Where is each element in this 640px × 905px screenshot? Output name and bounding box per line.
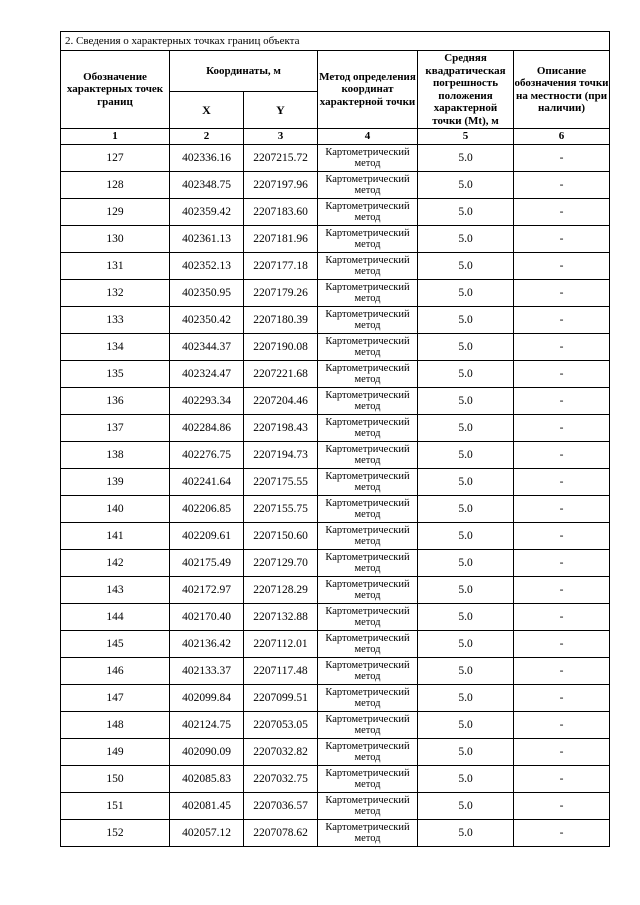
method-cell: Картометрический метод — [318, 199, 418, 226]
coord-y-cell: 2207129.70 — [244, 550, 318, 577]
method-cell: Картометрический метод — [318, 712, 418, 739]
method-cell: Картометрический метод — [318, 739, 418, 766]
table-row — [61, 388, 610, 415]
point-id-cell: 135 — [61, 361, 170, 388]
error-cell: 5.0 — [418, 766, 514, 793]
point-id-cell: 150 — [61, 766, 170, 793]
point-id-cell: 133 — [61, 307, 170, 334]
coord-y-cell: 2207183.60 — [244, 199, 318, 226]
coord-x-cell: 402348.75 — [170, 172, 244, 199]
coord-y-cell: 2207150.60 — [244, 523, 318, 550]
coord-y-cell: 2207112.01 — [244, 631, 318, 658]
coord-x-cell: 402209.61 — [170, 523, 244, 550]
coord-x-cell: 402057.12 — [170, 820, 244, 847]
table-row — [61, 496, 610, 523]
coord-x-cell: 402136.42 — [170, 631, 244, 658]
column-number-row — [61, 129, 610, 145]
table-row — [61, 631, 610, 658]
coord-y-cell: 2207032.82 — [244, 739, 318, 766]
point-id-cell: 149 — [61, 739, 170, 766]
error-cell: 5.0 — [418, 442, 514, 469]
table-row — [61, 469, 610, 496]
method-cell: Картометрический метод — [318, 550, 418, 577]
boundary-points-table — [60, 31, 610, 847]
description-cell: - — [514, 523, 610, 550]
column-number: 4 — [318, 129, 418, 145]
error-cell: 5.0 — [418, 280, 514, 307]
error-cell: 5.0 — [418, 253, 514, 280]
description-cell: - — [514, 199, 610, 226]
description-cell: - — [514, 766, 610, 793]
coord-x-cell: 402172.97 — [170, 577, 244, 604]
description-cell: - — [514, 469, 610, 496]
error-cell: 5.0 — [418, 226, 514, 253]
point-id-cell: 144 — [61, 604, 170, 631]
coord-y-cell: 2207036.57 — [244, 793, 318, 820]
coord-y-cell: 2207194.73 — [244, 442, 318, 469]
header-method: Метод определения координат характерной точки — [318, 51, 418, 129]
point-id-cell: 145 — [61, 631, 170, 658]
table-row — [61, 766, 610, 793]
method-cell: Картометрический метод — [318, 334, 418, 361]
header-description: Описание обозначения точки на местности (при наличии) — [514, 51, 610, 129]
table-row — [61, 253, 610, 280]
error-cell: 5.0 — [418, 361, 514, 388]
column-number: 2 — [170, 129, 244, 145]
header-coordinates: Координаты, м — [170, 51, 318, 92]
description-cell: - — [514, 550, 610, 577]
method-cell: Картометрический метод — [318, 496, 418, 523]
description-cell: - — [514, 577, 610, 604]
coord-x-cell: 402361.13 — [170, 226, 244, 253]
table-row — [61, 361, 610, 388]
point-id-cell: 146 — [61, 658, 170, 685]
coord-x-cell: 402241.64 — [170, 469, 244, 496]
description-cell: - — [514, 361, 610, 388]
coord-y-cell: 2207032.75 — [244, 766, 318, 793]
coord-y-cell: 2207221.68 — [244, 361, 318, 388]
method-cell: Картометрический метод — [318, 685, 418, 712]
error-cell: 5.0 — [418, 685, 514, 712]
table-row — [61, 334, 610, 361]
point-id-cell: 140 — [61, 496, 170, 523]
coord-x-cell: 402206.85 — [170, 496, 244, 523]
error-cell: 5.0 — [418, 388, 514, 415]
coord-y-cell: 2207132.88 — [244, 604, 318, 631]
method-cell: Картометрический метод — [318, 658, 418, 685]
method-cell: Картометрический метод — [318, 388, 418, 415]
point-id-cell: 143 — [61, 577, 170, 604]
column-number: 6 — [514, 129, 610, 145]
error-cell: 5.0 — [418, 712, 514, 739]
coord-x-cell: 402350.42 — [170, 307, 244, 334]
coord-x-cell: 402350.95 — [170, 280, 244, 307]
coord-y-cell: 2207190.08 — [244, 334, 318, 361]
error-cell: 5.0 — [418, 307, 514, 334]
coord-y-cell: 2207197.96 — [244, 172, 318, 199]
point-id-cell: 141 — [61, 523, 170, 550]
description-cell: - — [514, 496, 610, 523]
coord-y-cell: 2207204.46 — [244, 388, 318, 415]
method-cell: Картометрический метод — [318, 442, 418, 469]
error-cell: 5.0 — [418, 550, 514, 577]
coord-x-cell: 402175.49 — [170, 550, 244, 577]
description-cell: - — [514, 739, 610, 766]
point-id-cell: 131 — [61, 253, 170, 280]
coord-x-cell: 402293.34 — [170, 388, 244, 415]
error-cell: 5.0 — [418, 334, 514, 361]
error-cell: 5.0 — [418, 631, 514, 658]
error-cell: 5.0 — [418, 604, 514, 631]
point-id-cell: 137 — [61, 415, 170, 442]
description-cell: - — [514, 334, 610, 361]
table-row — [61, 550, 610, 577]
error-cell: 5.0 — [418, 415, 514, 442]
method-cell: Картометрический метод — [318, 523, 418, 550]
coord-x-cell: 402352.13 — [170, 253, 244, 280]
error-cell: 5.0 — [418, 172, 514, 199]
table-row — [61, 307, 610, 334]
coord-x-cell: 402085.83 — [170, 766, 244, 793]
point-id-cell: 127 — [61, 145, 170, 172]
coord-x-cell: 402081.45 — [170, 793, 244, 820]
method-cell: Картометрический метод — [318, 469, 418, 496]
error-cell: 5.0 — [418, 199, 514, 226]
error-cell: 5.0 — [418, 496, 514, 523]
section-title: 2. Сведения о характерных точках границ объекта — [61, 32, 610, 51]
point-id-cell: 132 — [61, 280, 170, 307]
coord-x-cell: 402090.09 — [170, 739, 244, 766]
description-cell: - — [514, 442, 610, 469]
description-cell: - — [514, 388, 610, 415]
error-cell: 5.0 — [418, 469, 514, 496]
error-cell: 5.0 — [418, 820, 514, 847]
coord-y-cell: 2207177.18 — [244, 253, 318, 280]
coord-x-cell: 402099.84 — [170, 685, 244, 712]
point-id-cell: 129 — [61, 199, 170, 226]
error-cell: 5.0 — [418, 523, 514, 550]
table-row — [61, 226, 610, 253]
table-row — [61, 712, 610, 739]
coord-y-cell: 2207179.26 — [244, 280, 318, 307]
method-cell: Картометрический метод — [318, 604, 418, 631]
coord-x-cell: 402359.42 — [170, 199, 244, 226]
coord-x-cell: 402344.37 — [170, 334, 244, 361]
table-row — [61, 604, 610, 631]
point-id-cell: 136 — [61, 388, 170, 415]
coord-y-cell: 2207181.96 — [244, 226, 318, 253]
coord-y-cell: 2207198.43 — [244, 415, 318, 442]
coord-x-cell: 402276.75 — [170, 442, 244, 469]
header-error: Средняя квадратическая погрешность положения характерной точки (Mt), м — [418, 51, 514, 129]
description-cell: - — [514, 226, 610, 253]
table-row — [61, 523, 610, 550]
table-row — [61, 199, 610, 226]
coord-y-cell: 2207180.39 — [244, 307, 318, 334]
description-cell: - — [514, 253, 610, 280]
point-id-cell: 147 — [61, 685, 170, 712]
description-cell: - — [514, 604, 610, 631]
method-cell: Картометрический метод — [318, 631, 418, 658]
point-id-cell: 134 — [61, 334, 170, 361]
table-row — [61, 280, 610, 307]
column-number: 5 — [418, 129, 514, 145]
point-id-cell: 152 — [61, 820, 170, 847]
table-row — [61, 415, 610, 442]
table-row — [61, 658, 610, 685]
boundary-points-sheet — [60, 31, 609, 847]
table-row — [61, 685, 610, 712]
column-number: 3 — [244, 129, 318, 145]
error-cell: 5.0 — [418, 577, 514, 604]
description-cell: - — [514, 658, 610, 685]
coord-x-cell: 402324.47 — [170, 361, 244, 388]
description-cell: - — [514, 820, 610, 847]
coord-x-cell: 402170.40 — [170, 604, 244, 631]
description-cell: - — [514, 712, 610, 739]
coord-x-cell: 402133.37 — [170, 658, 244, 685]
table-row — [61, 820, 610, 847]
column-number: 1 — [61, 129, 170, 145]
error-cell: 5.0 — [418, 658, 514, 685]
coord-y-cell: 2207099.51 — [244, 685, 318, 712]
coord-x-cell: 402284.86 — [170, 415, 244, 442]
point-id-cell: 142 — [61, 550, 170, 577]
table-row — [61, 739, 610, 766]
method-cell: Картометрический метод — [318, 253, 418, 280]
method-cell: Картометрический метод — [318, 145, 418, 172]
description-cell: - — [514, 307, 610, 334]
table-row — [61, 145, 610, 172]
coord-y-cell: 2207215.72 — [244, 145, 318, 172]
point-id-cell: 148 — [61, 712, 170, 739]
coord-y-cell: 2207128.29 — [244, 577, 318, 604]
table-row — [61, 793, 610, 820]
point-id-cell: 139 — [61, 469, 170, 496]
method-cell: Картометрический метод — [318, 226, 418, 253]
description-cell: - — [514, 415, 610, 442]
coord-y-cell: 2207053.05 — [244, 712, 318, 739]
description-cell: - — [514, 145, 610, 172]
method-cell: Картометрический метод — [318, 415, 418, 442]
method-cell: Картометрический метод — [318, 280, 418, 307]
table-row — [61, 577, 610, 604]
point-id-cell: 151 — [61, 793, 170, 820]
header-x: X — [170, 92, 244, 129]
header-y: Y — [244, 92, 318, 129]
point-id-cell: 128 — [61, 172, 170, 199]
header-designation: Обозначение характерных точек границ — [61, 51, 170, 129]
coord-x-cell: 402124.75 — [170, 712, 244, 739]
point-id-cell: 130 — [61, 226, 170, 253]
method-cell: Картометрический метод — [318, 766, 418, 793]
method-cell: Картометрический метод — [318, 793, 418, 820]
method-cell: Картометрический метод — [318, 307, 418, 334]
error-cell: 5.0 — [418, 739, 514, 766]
coord-x-cell: 402336.16 — [170, 145, 244, 172]
description-cell: - — [514, 280, 610, 307]
description-cell: - — [514, 631, 610, 658]
description-cell: - — [514, 793, 610, 820]
description-cell: - — [514, 685, 610, 712]
point-id-cell: 138 — [61, 442, 170, 469]
coord-y-cell: 2207175.55 — [244, 469, 318, 496]
coord-y-cell: 2207155.75 — [244, 496, 318, 523]
description-cell: - — [514, 172, 610, 199]
method-cell: Картометрический метод — [318, 361, 418, 388]
table-row — [61, 442, 610, 469]
coord-y-cell: 2207117.48 — [244, 658, 318, 685]
method-cell: Картометрический метод — [318, 172, 418, 199]
error-cell: 5.0 — [418, 145, 514, 172]
method-cell: Картометрический метод — [318, 820, 418, 847]
error-cell: 5.0 — [418, 793, 514, 820]
table-body — [61, 145, 610, 847]
coord-y-cell: 2207078.62 — [244, 820, 318, 847]
method-cell: Картометрический метод — [318, 577, 418, 604]
table-row — [61, 172, 610, 199]
